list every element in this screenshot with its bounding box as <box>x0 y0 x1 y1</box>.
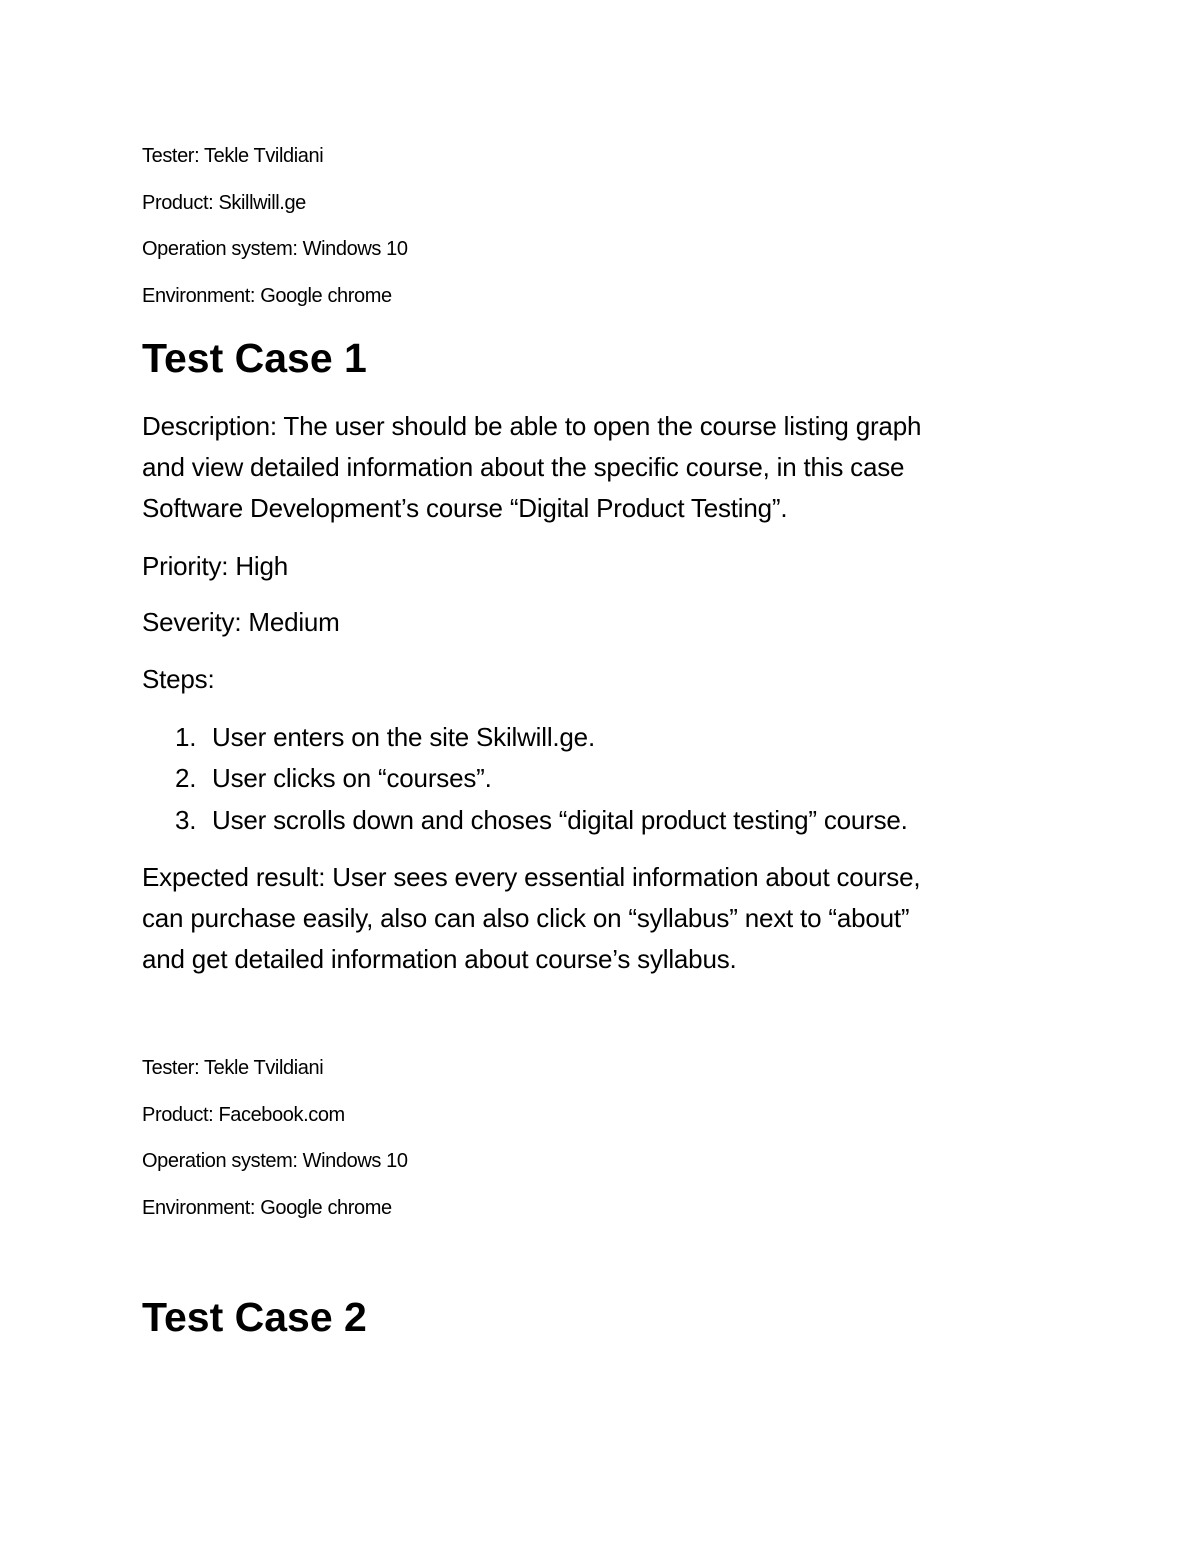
case1-expected-line-3: and get detailed information about course’s syllabus. <box>142 944 737 974</box>
case1-expected-line-2: can purchase easily, also can also click on “syllabus” next to “about” <box>142 903 910 933</box>
case1-expected-line-1: Expected result: User sees every essential information about course, <box>142 862 921 892</box>
case2-environment: Environment: Google chrome <box>142 1197 392 1219</box>
case1-steps-label: Steps: <box>142 664 215 694</box>
case2-tester: Tester: Tekle Tvildiani <box>142 1057 324 1079</box>
case1-title: Test Case 1 <box>142 335 367 381</box>
case1-description-line-2: and view detailed information about the specific course, in this case <box>142 452 905 482</box>
case2-title: Test Case 2 <box>142 1294 367 1340</box>
step-number: 1. <box>175 722 197 752</box>
case1-step <box>175 804 908 836</box>
case1-step <box>175 721 595 753</box>
case2-product: Product: Facebook.com <box>142 1104 345 1126</box>
case1-priority: Priority: High <box>142 551 289 581</box>
case1-tester: Tester: Tekle Tvildiani <box>142 145 324 167</box>
step-text: User enters on the site Skilwill.ge. <box>212 722 595 752</box>
case2-operation-system: Operation system: Windows 10 <box>142 1150 408 1172</box>
case1-environment: Environment: Google chrome <box>142 285 392 307</box>
case1-severity: Severity: Medium <box>142 607 340 637</box>
case1-description-line-3: Software Development’s course “Digital Product Testing”. <box>142 493 788 523</box>
step-number: 3. <box>175 805 197 835</box>
case1-description-line-1: Description: The user should be able to open the course listing graph <box>142 411 922 441</box>
case1-product: Product: Skillwill.ge <box>142 192 306 214</box>
step-text: User scrolls down and choses “digital product testing” course. <box>212 805 908 835</box>
step-number: 2. <box>175 763 197 793</box>
case1-operation-system: Operation system: Windows 10 <box>142 238 408 260</box>
case1-step <box>175 762 492 794</box>
step-text: User clicks on “courses”. <box>212 763 492 793</box>
